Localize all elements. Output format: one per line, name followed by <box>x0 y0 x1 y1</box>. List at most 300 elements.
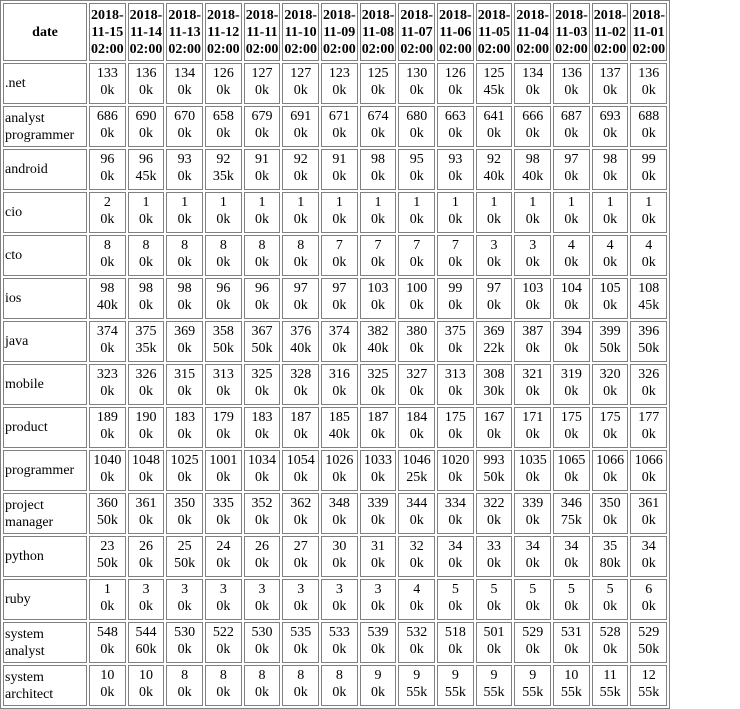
job-count: 24 <box>216 539 231 554</box>
salary-value: 0k <box>409 126 424 141</box>
salary-value: 0k <box>371 169 386 184</box>
job-count: 1046 <box>402 453 431 468</box>
table-cell <box>166 192 203 233</box>
salary-value: 0k <box>448 556 463 571</box>
job-count: 687 <box>560 109 582 124</box>
table-cell <box>437 493 474 534</box>
table-cell <box>360 321 397 362</box>
table-cell <box>476 63 513 104</box>
salary-value: 0k <box>332 556 347 571</box>
job-count: 375 <box>135 324 157 339</box>
job-count: 91 <box>255 152 270 167</box>
salary-value: 0k <box>371 384 386 399</box>
table-cell <box>592 622 629 663</box>
salary-value: 0k <box>641 126 656 141</box>
table-cell <box>244 321 281 362</box>
salary-value: 0k <box>409 212 424 227</box>
salary-value: 0k <box>371 599 386 614</box>
salary-value: 0k <box>177 513 192 528</box>
table-cell <box>205 321 242 362</box>
salary-value: 0k <box>448 470 463 485</box>
table-cell <box>630 106 667 147</box>
table-cell <box>476 278 513 319</box>
salary-value: 0k <box>448 212 463 227</box>
table-cell <box>514 622 551 663</box>
job-count: 4 <box>413 582 421 597</box>
job-count: 5 <box>451 582 459 597</box>
salary-value: 0k <box>255 599 270 614</box>
salary-value: 0k <box>255 255 270 270</box>
salary-value: 0k <box>177 126 192 141</box>
salary-value: 0k <box>255 83 270 98</box>
job-count: 134 <box>174 66 196 81</box>
table-cell <box>553 493 590 534</box>
table-row <box>3 493 667 534</box>
job-count: 1 <box>490 195 498 210</box>
table-cell <box>553 63 590 104</box>
salary-value: 0k <box>603 642 618 657</box>
salary-value: 0k <box>177 470 192 485</box>
salary-value: 0k <box>216 298 231 313</box>
job-count: 1 <box>413 195 421 210</box>
date-header-line: 2018- <box>477 7 511 23</box>
salary-value: 0k <box>371 298 386 313</box>
job-count: 339 <box>522 496 544 511</box>
date-header-line: 2018- <box>284 7 318 23</box>
date-header-line: 02:00 <box>632 41 666 57</box>
salary-value: 0k <box>177 384 192 399</box>
job-count: 98 <box>100 281 115 296</box>
date-header-line: 02:00 <box>284 41 318 57</box>
table-row <box>3 579 667 620</box>
job-count: 137 <box>599 66 621 81</box>
job-count: 535 <box>290 625 312 640</box>
salary-value: 0k <box>177 169 192 184</box>
salary-value: 50k <box>96 513 118 528</box>
row-label-line: cto <box>5 248 23 263</box>
job-count: 522 <box>212 625 234 640</box>
date-column-header: date <box>3 3 87 61</box>
table-cell <box>128 321 165 362</box>
job-count: 98 <box>139 281 153 296</box>
salary-value: 0k <box>487 298 502 313</box>
job-count: 190 <box>135 410 157 425</box>
salary-value: 0k <box>332 169 347 184</box>
salary-value: 50k <box>212 341 234 356</box>
salary-value: 0k <box>293 599 308 614</box>
table-cell <box>282 407 319 448</box>
job-count: 5 <box>567 582 575 597</box>
salary-value: 55k <box>406 685 428 700</box>
table-cell <box>89 149 126 190</box>
job-count: 394 <box>560 324 582 339</box>
table-cell <box>553 665 590 706</box>
salary-value: 0k <box>332 341 347 356</box>
table-cell <box>205 106 242 147</box>
table-cell <box>244 407 281 448</box>
salary-value: 0k <box>448 298 463 313</box>
salary-value: 35k <box>135 341 157 356</box>
table-cell <box>630 536 667 577</box>
table-cell <box>166 278 203 319</box>
salary-value: 0k <box>603 255 618 270</box>
table-cell <box>398 192 435 233</box>
job-count: 7 <box>335 238 343 253</box>
job-count: 3 <box>142 582 150 597</box>
job-count: 532 <box>406 625 428 640</box>
date-header-line: 02:00 <box>245 41 279 57</box>
job-count: 376 <box>290 324 312 339</box>
table-row <box>3 364 667 405</box>
salary-value: 0k <box>216 83 231 98</box>
job-count: 34 <box>525 539 540 554</box>
job-count: 693 <box>599 109 621 124</box>
table-cell <box>128 536 165 577</box>
table-cell <box>398 665 435 706</box>
job-count: 382 <box>367 324 389 339</box>
salary-value: 55k <box>483 685 505 700</box>
job-count: 666 <box>522 109 544 124</box>
table-cell <box>398 622 435 663</box>
table-cell <box>282 622 319 663</box>
table-cell <box>282 278 319 319</box>
date-header <box>205 3 242 61</box>
table-cell <box>360 278 397 319</box>
salary-value: 0k <box>448 126 463 141</box>
table-cell <box>514 106 551 147</box>
salary-value: 0k <box>603 427 618 442</box>
job-count: 1025 <box>170 453 199 468</box>
table-cell <box>166 149 203 190</box>
table-cell <box>437 622 474 663</box>
table-cell <box>89 622 126 663</box>
job-count: 1 <box>181 195 189 210</box>
table-row <box>3 192 667 233</box>
job-count: 6 <box>645 582 653 597</box>
salary-value: 0k <box>564 341 579 356</box>
table-cell <box>89 235 126 276</box>
salary-value: 0k <box>409 599 424 614</box>
row-label <box>3 665 87 706</box>
table-cell <box>205 149 242 190</box>
salary-value: 50k <box>483 470 505 485</box>
table-cell <box>437 364 474 405</box>
salary-value: 0k <box>525 341 540 356</box>
job-count: 8 <box>258 238 266 253</box>
table-cell <box>205 278 242 319</box>
table-cell <box>205 536 242 577</box>
table-cell <box>360 665 397 706</box>
job-count: 322 <box>483 496 505 511</box>
salary-value: 0k <box>564 212 579 227</box>
salary-value: 50k <box>638 642 660 657</box>
table-cell <box>205 63 242 104</box>
table-cell <box>89 106 126 147</box>
table-cell <box>128 407 165 448</box>
table-cell <box>166 536 203 577</box>
table-cell <box>321 63 358 104</box>
date-header-line: 11-07 <box>400 24 433 40</box>
date-header-line: 11-15 <box>91 24 124 40</box>
job-count: 360 <box>96 496 118 511</box>
date-header-line: 02:00 <box>439 41 472 57</box>
job-count: 1020 <box>441 453 470 468</box>
job-count: 691 <box>290 109 312 124</box>
job-count: 175 <box>444 410 466 425</box>
salary-value: 0k <box>293 642 308 657</box>
job-count: 175 <box>560 410 582 425</box>
salary-value: 25k <box>406 470 428 485</box>
table-cell <box>360 149 397 190</box>
job-count: 99 <box>448 281 463 296</box>
job-count: 5 <box>529 582 537 597</box>
date-header-line: 02:00 <box>323 41 356 57</box>
table-cell <box>128 235 165 276</box>
table-cell <box>321 665 358 706</box>
table-cell <box>553 235 590 276</box>
job-count: 326 <box>638 367 660 382</box>
table-cell <box>282 321 319 362</box>
table-cell <box>514 364 551 405</box>
table-cell <box>360 450 397 491</box>
table-cell <box>553 579 590 620</box>
salary-value: 0k <box>525 470 540 485</box>
table-cell <box>205 665 242 706</box>
table-cell <box>398 536 435 577</box>
salary-value: 0k <box>409 556 424 571</box>
table-cell <box>360 407 397 448</box>
job-count: 34 <box>564 539 579 554</box>
date-header <box>514 3 551 61</box>
salary-value: 0k <box>216 685 231 700</box>
table-cell <box>89 63 126 104</box>
salary-value: 0k <box>525 255 540 270</box>
row-label-line: system <box>5 626 44 642</box>
job-count: 993 <box>483 453 505 468</box>
salary-value: 0k <box>255 298 270 313</box>
row-label-line: programmer <box>5 463 75 478</box>
table-cell <box>89 450 126 491</box>
table-cell <box>553 536 590 577</box>
salary-value: 0k <box>100 427 115 442</box>
row-label <box>3 364 87 405</box>
table-cell <box>282 106 319 147</box>
job-count: 335 <box>212 496 234 511</box>
table-cell <box>166 622 203 663</box>
salary-value: 0k <box>177 427 192 442</box>
table-cell <box>514 665 551 706</box>
table-cell <box>553 149 590 190</box>
table-cell <box>244 278 281 319</box>
salary-value: 0k <box>255 427 270 442</box>
job-count: 185 <box>328 410 350 425</box>
salary-value: 0k <box>177 341 192 356</box>
table-cell <box>321 192 358 233</box>
job-count: 3 <box>297 582 305 597</box>
table-cell <box>630 450 667 491</box>
date-header <box>89 3 126 61</box>
table-cell <box>630 493 667 534</box>
job-count: 369 <box>174 324 196 339</box>
job-count: 98 <box>603 152 618 167</box>
job-count: 361 <box>135 496 157 511</box>
table-row <box>3 622 667 663</box>
job-count: 533 <box>328 625 350 640</box>
header-row <box>3 3 667 61</box>
job-count: 3 <box>529 238 537 253</box>
row-label-line: programmer <box>5 127 75 143</box>
date-header-line: 02:00 <box>168 41 202 57</box>
salary-value: 0k <box>255 556 270 571</box>
salary-value: 0k <box>177 83 192 98</box>
job-count: 320 <box>599 367 621 382</box>
job-count: 108 <box>638 281 660 296</box>
job-count: 670 <box>174 109 196 124</box>
job-count: 103 <box>522 281 544 296</box>
date-header-line: 02:00 <box>477 41 511 57</box>
table-cell <box>630 364 667 405</box>
job-count: 93 <box>177 152 192 167</box>
date-header <box>553 3 590 61</box>
job-count: 544 <box>135 625 157 640</box>
table-cell <box>89 192 126 233</box>
table-cell <box>398 321 435 362</box>
salary-value: 0k <box>177 642 192 657</box>
salary-value: 0k <box>293 169 308 184</box>
table-cell <box>282 450 319 491</box>
job-count: 8 <box>335 668 343 683</box>
table-cell <box>476 149 513 190</box>
salary-value: 0k <box>100 384 115 399</box>
job-count: 126 <box>212 66 234 81</box>
salary-value: 0k <box>641 169 656 184</box>
table-body <box>3 63 667 706</box>
salary-value: 0k <box>100 255 115 270</box>
table-cell <box>630 149 667 190</box>
salary-value: 0k <box>293 427 308 442</box>
job-count: 9 <box>529 668 537 683</box>
salary-value: 0k <box>448 642 463 657</box>
salary-value: 0k <box>293 513 308 528</box>
job-count: 658 <box>212 109 234 124</box>
salary-value: 0k <box>641 427 656 442</box>
date-header <box>128 3 165 61</box>
date-header-line: 02:00 <box>129 41 163 57</box>
table-cell <box>360 536 397 577</box>
salary-value: 0k <box>371 470 386 485</box>
date-header-line: 11-12 <box>207 24 240 40</box>
table-row <box>3 278 667 319</box>
job-count: 1033 <box>364 453 393 468</box>
salary-value: 40k <box>96 298 118 313</box>
job-count: 319 <box>560 367 582 382</box>
salary-value: 0k <box>409 513 424 528</box>
salary-value: 0k <box>525 126 540 141</box>
job-count: 4 <box>567 238 575 253</box>
job-count: 530 <box>174 625 196 640</box>
date-header-line: 11-04 <box>516 24 549 40</box>
table-cell <box>592 106 629 147</box>
table-cell <box>166 665 203 706</box>
table-cell <box>321 106 358 147</box>
salary-value: 0k <box>293 384 308 399</box>
job-count: 361 <box>638 496 660 511</box>
salary-value: 0k <box>100 341 115 356</box>
job-count: 10 <box>139 668 153 683</box>
job-count: 4 <box>606 238 614 253</box>
job-count: 539 <box>367 625 389 640</box>
job-count: 399 <box>599 324 621 339</box>
table-cell <box>514 579 551 620</box>
job-count: 530 <box>251 625 273 640</box>
date-header-line: 11-06 <box>439 24 472 40</box>
row-label <box>3 622 87 663</box>
date-header <box>321 3 358 61</box>
table-cell <box>553 407 590 448</box>
date-header-line: 2018- <box>400 7 434 23</box>
job-count: 104 <box>560 281 582 296</box>
table-cell <box>592 235 629 276</box>
salary-value: 0k <box>409 298 424 313</box>
salary-value: 0k <box>525 599 540 614</box>
salary-value: 0k <box>448 384 463 399</box>
table-cell <box>205 493 242 534</box>
salary-value: 0k <box>603 169 618 184</box>
salary-value: 55k <box>638 685 660 700</box>
job-count: 548 <box>96 625 118 640</box>
salary-value: 60k <box>135 642 157 657</box>
row-label-line: manager <box>5 514 54 530</box>
salary-value: 0k <box>409 169 424 184</box>
table-cell <box>398 364 435 405</box>
table-cell <box>514 407 551 448</box>
job-count: 350 <box>599 496 621 511</box>
job-count: 325 <box>251 367 273 382</box>
salary-value: 55k <box>560 685 582 700</box>
table-cell <box>437 536 474 577</box>
table-cell <box>360 364 397 405</box>
job-count: 674 <box>367 109 389 124</box>
row-label <box>3 407 87 448</box>
table-cell <box>630 63 667 104</box>
job-count: 9 <box>451 668 459 683</box>
job-count: 1040 <box>93 453 122 468</box>
job-count: 8 <box>219 668 227 683</box>
salary-value: 0k <box>293 470 308 485</box>
job-count: 325 <box>367 367 389 382</box>
table-cell <box>244 665 281 706</box>
salary-value: 0k <box>564 255 579 270</box>
job-count: 1 <box>142 195 150 210</box>
table-cell <box>166 579 203 620</box>
job-count: 32 <box>409 539 424 554</box>
table-cell <box>630 407 667 448</box>
table-cell <box>321 622 358 663</box>
salary-value: 40k <box>483 169 505 184</box>
table-cell <box>128 63 165 104</box>
salary-value: 0k <box>564 642 579 657</box>
date-header-line: 11-11 <box>246 24 278 40</box>
salary-value: 75k <box>560 513 582 528</box>
table-cell <box>244 364 281 405</box>
table-cell <box>244 450 281 491</box>
job-count: 10 <box>564 668 579 683</box>
table-cell <box>128 149 165 190</box>
salary-value: 0k <box>332 298 347 313</box>
salary-value: 50k <box>174 556 196 571</box>
job-count: 25 <box>177 539 192 554</box>
table-cell <box>398 106 435 147</box>
